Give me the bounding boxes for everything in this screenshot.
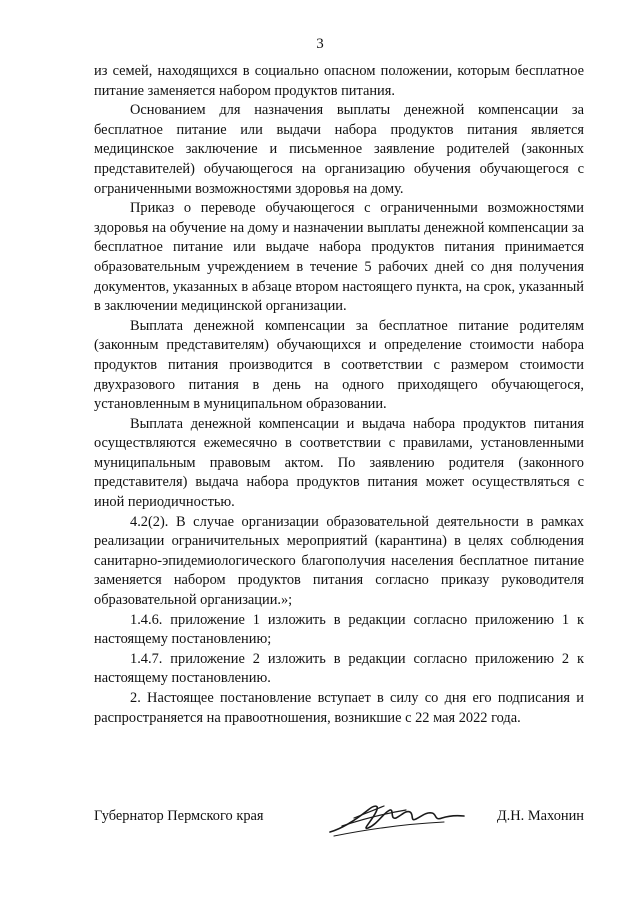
paragraph: из семей, находящихся в социально опасном положении, которым бесплатное питание заменяется набором продуктов питания. [94, 63, 584, 99]
paragraph: Выплата денежной компенсации и выдача набора продуктов питания осуществляются ежемесячно в соответствии с правилами, установленными муниципальным правовым актом. По заявлению родителя (законного представителя) выдача набора продуктов питания может осуществляться с иной периодичностью. [94, 415, 584, 511]
paragraph: 2. Настоящее постановление вступает в силу со дня его подписания и распространяется на правоотношения, возникшие с 22 мая 2022 года. [94, 690, 584, 726]
paragraph: Основанием для назначения выплаты денежной компенсации за бесплатное питание или выдачи набора продуктов питания является медицинское заключение и письменное заявление родителей (законных представителей) обучающегося на организацию обучения обучающегося с ограниченными возможностями здоровья на дому. [94, 102, 584, 197]
document-body [94, 62, 584, 728]
signature-block [94, 798, 584, 848]
paragraph: 1.4.7. приложение 2 изложить в редакции согласно приложению 2 к настоящему постановлению. [94, 650, 584, 687]
signatory-position: Губернатор Пермского края [94, 808, 264, 824]
paragraph: Приказ о переводе обучающегося с ограниченными возможностями здоровья на обучение на дому и назначении выплаты денежной компенсации за бесплатное питание или выдаче набора продуктов питания принимается образовательным учреждением в течение 5 рабочих дней со дня получения документов, указанных в абзаце втором настоящего пункта, на срок, указанный в заключении медицинской организации. [94, 200, 584, 315]
paragraph: Выплата денежной компенсации за бесплатное питание родителям (законным представителям) обучающихся и определение стоимости набора продуктов питания производится в соответствии с размером стоимости двухразового питания в день на одного приходящего обучающегося, установленным в муниципальном образовании. [94, 317, 584, 413]
handwritten-signature-icon [324, 798, 469, 840]
page-number: 3 [316, 36, 324, 52]
paragraph: 4.2(2). В случае организации образовательной деятельности в рамках реализации ограничительных мероприятий (карантина) в целях соблюдения санитарно-эпидемиологического благополучия населения бесплатное питание заменяется набором продуктов питания согласно приказу руководителя образовательной организации.»; [94, 513, 584, 609]
paragraph: 1.4.6. приложение 1 изложить в редакции согласно приложению 1 к настоящему постановлению; [94, 611, 584, 648]
signatory-name: Д.Н. Махонин [496, 808, 584, 824]
